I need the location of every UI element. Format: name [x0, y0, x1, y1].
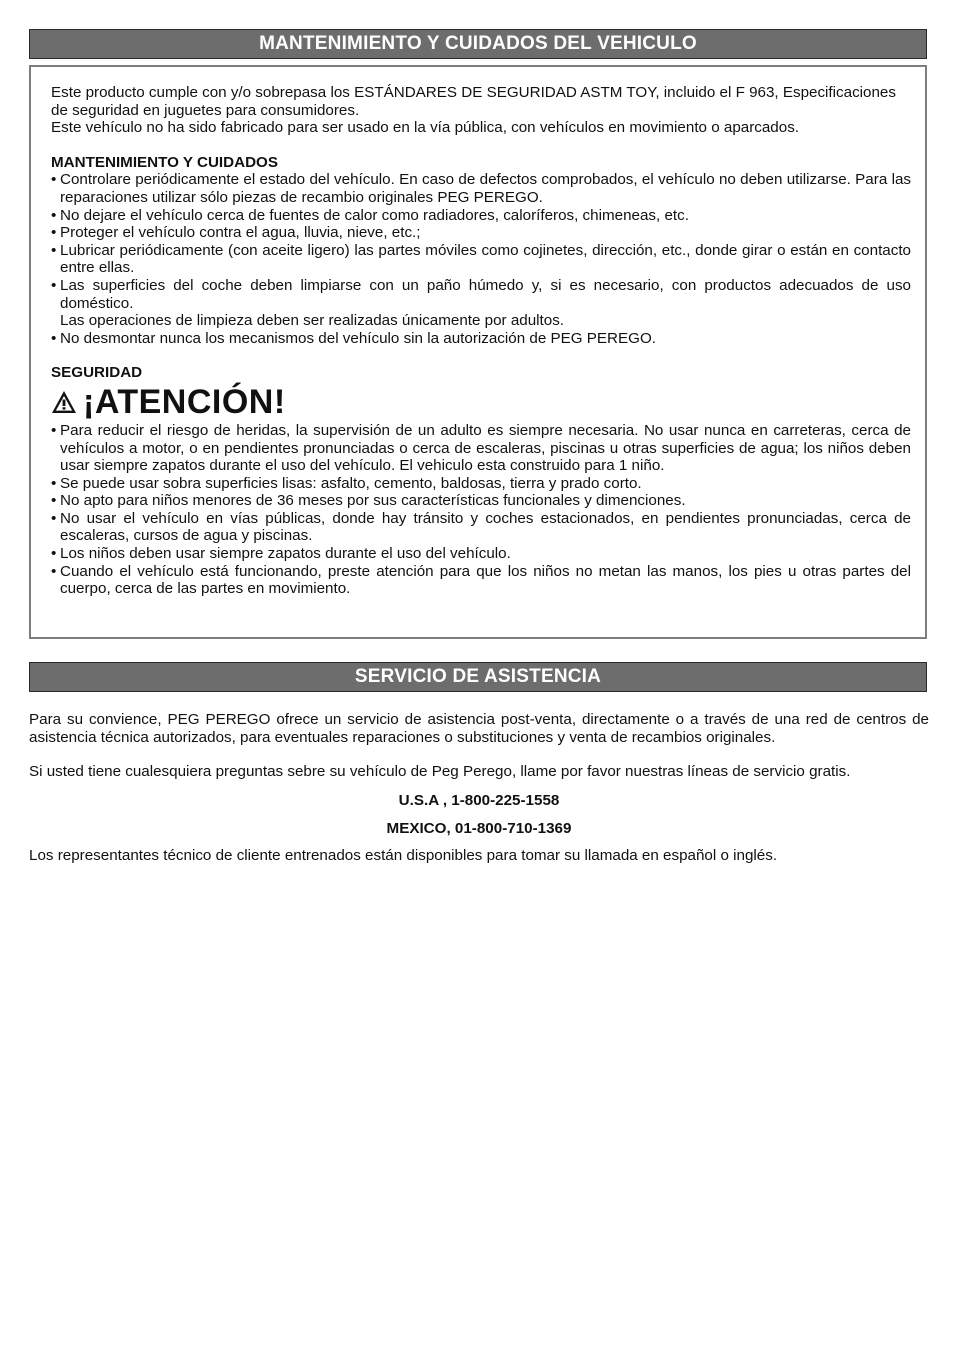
safety-heading: SEGURIDAD	[51, 364, 143, 382]
list-item-note: Las operaciones de limpieza deben ser realizadas únicamente por adultos.	[60, 312, 565, 330]
intro-paragraph-standards: Este producto cumple con y/o sobrepasa los ESTÁNDARES DE SEGURIDAD ASTM TOY, incluido el F 963, Especificaciones de seguridad en juguetes para consumidores.	[51, 84, 896, 119]
maintenance-list	[51, 171, 911, 347]
phone-mexico: MEXICO, 01-800-710-1369	[386, 820, 572, 838]
service-paragraph-intro: Para su convience, PEG PEREGO ofrece un servicio de asistencia post-venta, directamente o a través de una red de centros de asistencia técnica autorizados, para eventuales reparaciones o substituciones y venta de recambios originales.	[29, 711, 929, 746]
service-content	[29, 711, 929, 865]
list-item: • Cuando el vehículo está funcionando, preste atención para que los niños no metan las manos, los pies u otras partes del cuerpo, cerca de las partes en movimiento.	[51, 563, 911, 598]
list-item: • No usar el vehículo en vías públicas, donde hay tránsito y coches estacionados, en pendientes pronunciadas, cerca de escaleras, cursos de agua y piscinas.	[51, 510, 911, 545]
list-item: • Para reducir el riesgo de heridas, la supervisión de un adulto es siempre necesaria. No usar nunca en carreteras, cerca de vehículos a motor, o en pendientes pronunciadas o cerca de escaleras, piscinas u otras superficies de agua; los niños deben usar siempre zapatos durante el uso del vehículo. El vehiculo esta construido para 1 niño.	[51, 422, 911, 475]
list-item: • Lubricar periódicamente (con aceite ligero) las partes móviles como cojinetes, dirección, etc., donde girar o están en contacto entre ellas.	[51, 242, 911, 277]
phone-usa: U.S.A , 1-800-225-1558	[398, 791, 560, 809]
list-item: • No apto para niños menores de 36 meses por sus características funcionales y dimenciones.	[51, 492, 911, 510]
warning-triangle-icon	[51, 390, 77, 414]
service-paragraph-representatives: Los representantes técnico de cliente entrenados están disponibles para tomar su llamada en español o inglés.	[29, 846, 778, 864]
warning-title: ¡ATENCIÓN!	[83, 382, 286, 421]
list-item: • No dejare el vehículo cerca de fuentes de calor como radiadores, caloríferos, chimeneas, etc.	[51, 207, 911, 225]
maintenance-safety-content	[51, 84, 911, 598]
list-item: • No desmontar nunca los mecanismos del vehículo sin la autorización de PEG PEREGO.	[51, 330, 911, 348]
warning-title-row	[51, 384, 911, 420]
list-item: • Se puede usar sobra superficies lisas: asfalto, cemento, baldosas, tierra y prado corto.	[51, 475, 911, 493]
safety-list	[51, 422, 911, 598]
list-item: • Proteger el vehículo contra el agua, lluvia, nieve, etc.;	[51, 224, 911, 242]
list-item: • Controlare periódicamente el estado del vehículo. En caso de defectos comprobados, el vehículo no deben utilizarse. Para las reparaciones utilizar sólo piezas de recambio originales PEG PEREGO.	[51, 171, 911, 206]
section-header-maintenance: MANTENIMIENTO Y CUIDADOS DEL VEHICULO	[29, 29, 927, 59]
intro-paragraph-public-road: Este vehículo no ha sido fabricado para ser usado en la vía pública, con vehículos en movimiento o aparcados.	[51, 119, 800, 137]
list-item	[51, 277, 911, 330]
service-paragraph-questions: Si usted tiene cualesquiera preguntas sebre su vehículo de Peg Perego, llame por favor nuestras líneas de servicio gratis.	[29, 763, 851, 781]
list-item: • Los niños deben usar siempre zapatos durante el uso del vehículo.	[51, 545, 911, 563]
list-item-text: Las superficies del coche deben limpiarse con un paño húmedo y, si es necesario, con productos adecuados de uso doméstico.	[60, 276, 911, 312]
section-header-service: SERVICIO DE ASISTENCIA	[29, 662, 927, 692]
maintenance-heading: MANTENIMIENTO Y CUIDADOS	[51, 153, 278, 171]
maintenance-safety-box	[29, 65, 927, 639]
